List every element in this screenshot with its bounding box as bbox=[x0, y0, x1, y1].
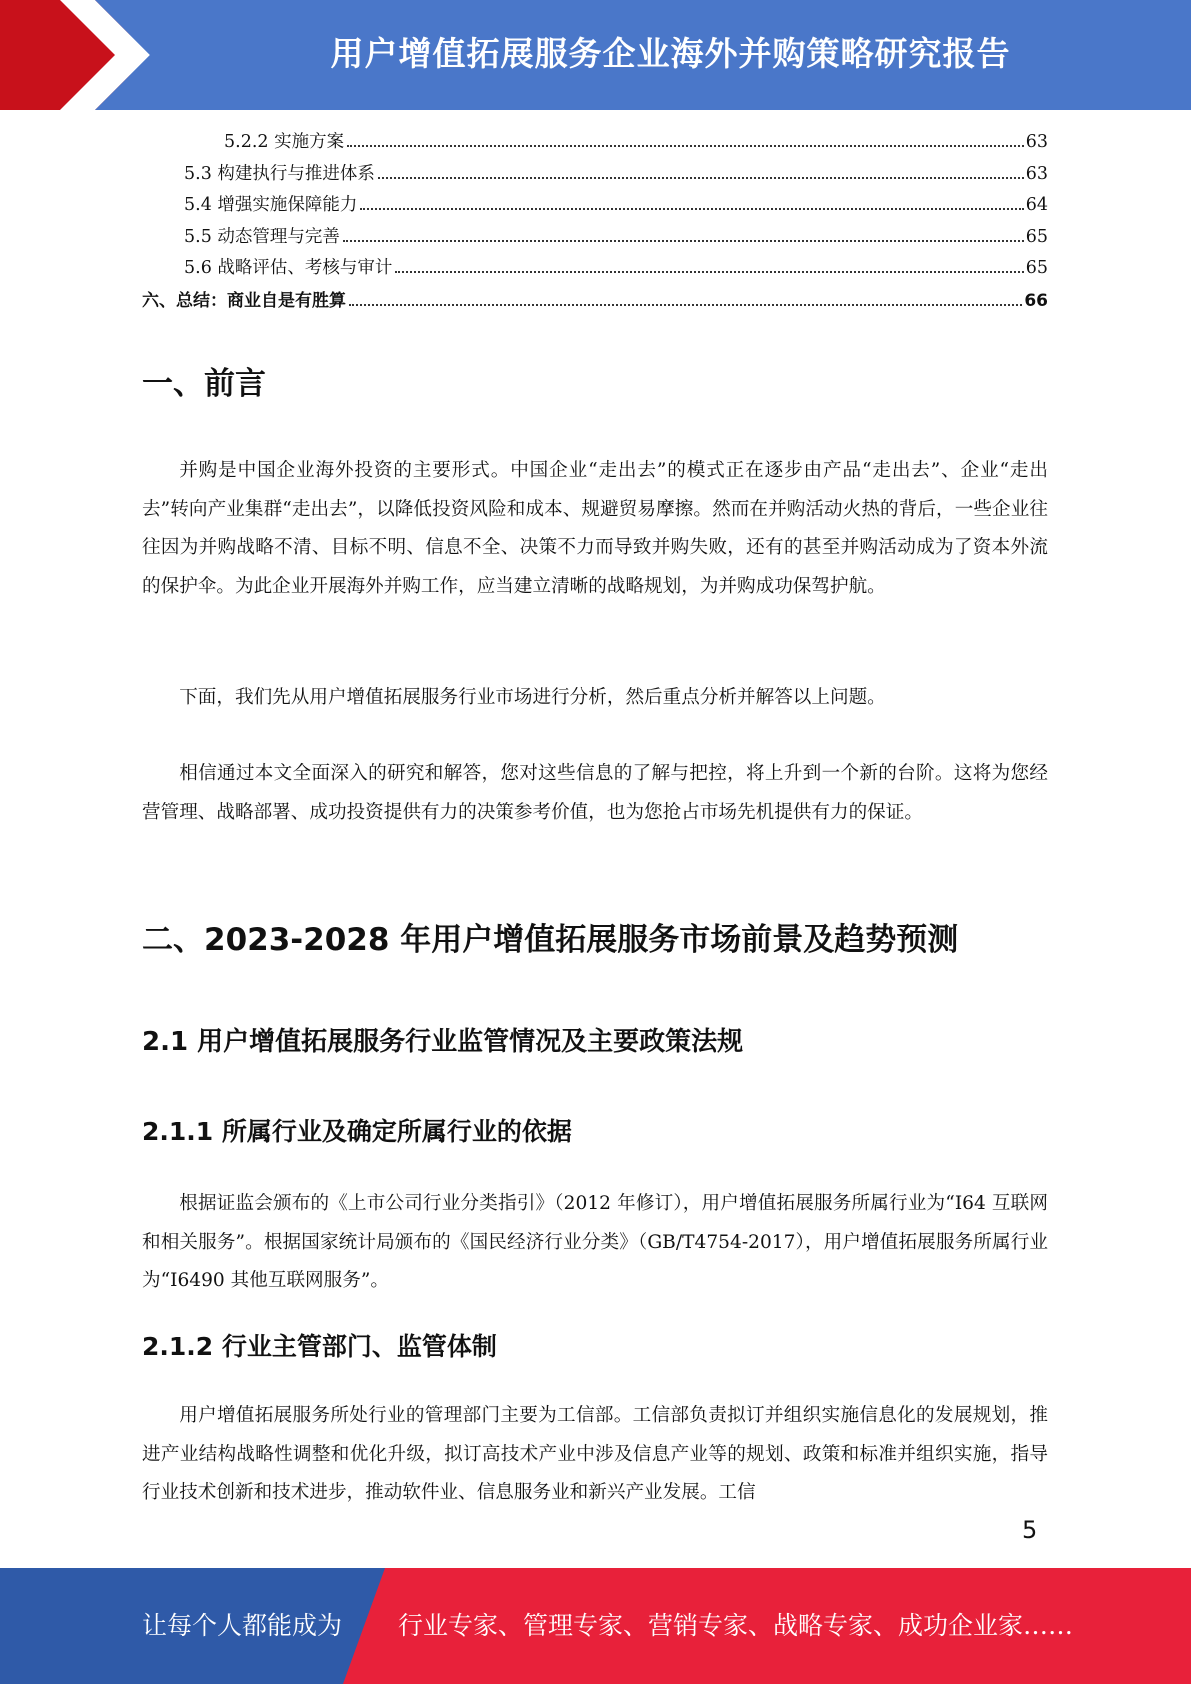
toc-leader-dots bbox=[349, 304, 1022, 306]
body-paragraph: 下面，我们先从用户增值拓展服务行业市场进行分析，然后重点分析并解答以上问题。 bbox=[179, 687, 886, 708]
toc-entry[interactable] bbox=[142, 191, 1048, 223]
toc-entry-page: 65 bbox=[1025, 226, 1048, 247]
toc-leader-dots bbox=[347, 145, 1024, 147]
toc-leader-dots bbox=[343, 240, 1024, 242]
footer-slogan-right: 行业专家、管理专家、营销专家、战略专家、成功企业家…… bbox=[398, 1611, 1074, 1640]
toc-entry-label: 5.5 动态管理与完善 bbox=[184, 226, 340, 247]
toc-entry-page: 63 bbox=[1025, 163, 1048, 184]
toc-entry-page: 66 bbox=[1024, 290, 1048, 311]
toc-entry[interactable] bbox=[142, 254, 1048, 286]
subsection-heading-regulation: 2.1 用户增值拓展服务行业监管情况及主要政策法规 bbox=[142, 1027, 744, 1057]
toc-entry[interactable] bbox=[142, 286, 1048, 318]
toc-entry-label: 5.6 战略评估、考核与审计 bbox=[184, 258, 393, 278]
page-footer bbox=[0, 1568, 1191, 1684]
toc-entry-label: 5.4 增强实施保障能力 bbox=[184, 195, 358, 215]
toc-entry-label: 5.2.2 实施方案 bbox=[224, 132, 345, 152]
toc-leader-dots bbox=[395, 271, 1023, 273]
table-of-contents bbox=[142, 128, 1048, 317]
toc-leader-dots bbox=[378, 177, 1024, 179]
toc-entry-label: 六、总结：商业自是有胜算 bbox=[142, 290, 346, 311]
section-heading-preface: 一、前言 bbox=[142, 366, 266, 402]
subsection-heading-authority: 2.1.2 行业主管部门、监管体制 bbox=[142, 1332, 497, 1361]
toc-entry[interactable] bbox=[142, 128, 1048, 160]
toc-entry[interactable] bbox=[142, 223, 1048, 255]
toc-entry[interactable] bbox=[142, 160, 1048, 192]
subsection-heading-industry-classification: 2.1.1 所属行业及确定所属行业的依据 bbox=[142, 1117, 572, 1146]
body-paragraph: 用户增值拓展服务所处行业的管理部门主要为工信部。工信部负责拟订并组织实施信息化的发展规划，推进产业结构战略性调整和优化升级，拟订高技术产业中涉及信息产业等的规划、政策和标准并组织实施，指导行业技术创新和技术进步，推动软件业、信息服务业和新兴产业发展。工信 bbox=[142, 1405, 1048, 1503]
toc-entry-page: 64 bbox=[1025, 195, 1048, 215]
toc-entry-label: 5.3 构建执行与推进体系 bbox=[184, 163, 375, 184]
toc-leader-dots bbox=[360, 208, 1023, 210]
footer-slogan-left: 让每个人都能成为 bbox=[142, 1611, 343, 1640]
section-heading-market-forecast: 二、2023-2028 年用户增值拓展服务市场前景及趋势预测 bbox=[142, 922, 959, 958]
toc-entry-page: 65 bbox=[1025, 258, 1048, 278]
body-paragraph: 根据证监会颁布的《上市公司行业分类指引》（2012 年修订），用户增值拓展服务所属行业为“I64 互联网和相关服务”。根据国家统计局颁布的《国民经济行业分类》（GB/T4754-2017），用户增值拓展服务所属行业为“I6490 其他互联网服务”。 bbox=[142, 1193, 1048, 1291]
body-paragraph: 相信通过本文全面深入的研究和解答，您对这些信息的了解与把控，将上升到一个新的台阶。这将为您经营管理、战略部署、成功投资提供有力的决策参考价值，也为您抢占市场先机提供有力的保证。 bbox=[142, 763, 1048, 823]
header-title: 用户增值拓展服务企业海外并购策略研究报告 bbox=[330, 34, 1011, 73]
page-header bbox=[0, 0, 1191, 110]
toc-entry-page: 63 bbox=[1025, 132, 1048, 152]
page-number: 5 bbox=[1022, 1516, 1038, 1544]
body-paragraph: 并购是中国企业海外投资的主要形式。中国企业“走出去”的模式正在逐步由产品“走出去”、企业“走出去”转向产业集群“走出去”，以降低投资风险和成本、规避贸易摩擦。然而在并购活动火热的背后，一些企业往往因为并购战略不清、目标不明、信息不全、决策不力而导致并购失败，还有的甚至并购活动成为了资本外流的保护伞。为此企业开展海外并购工作，应当建立清晰的战略规划，为并购成功保驾护航。 bbox=[142, 460, 1048, 597]
